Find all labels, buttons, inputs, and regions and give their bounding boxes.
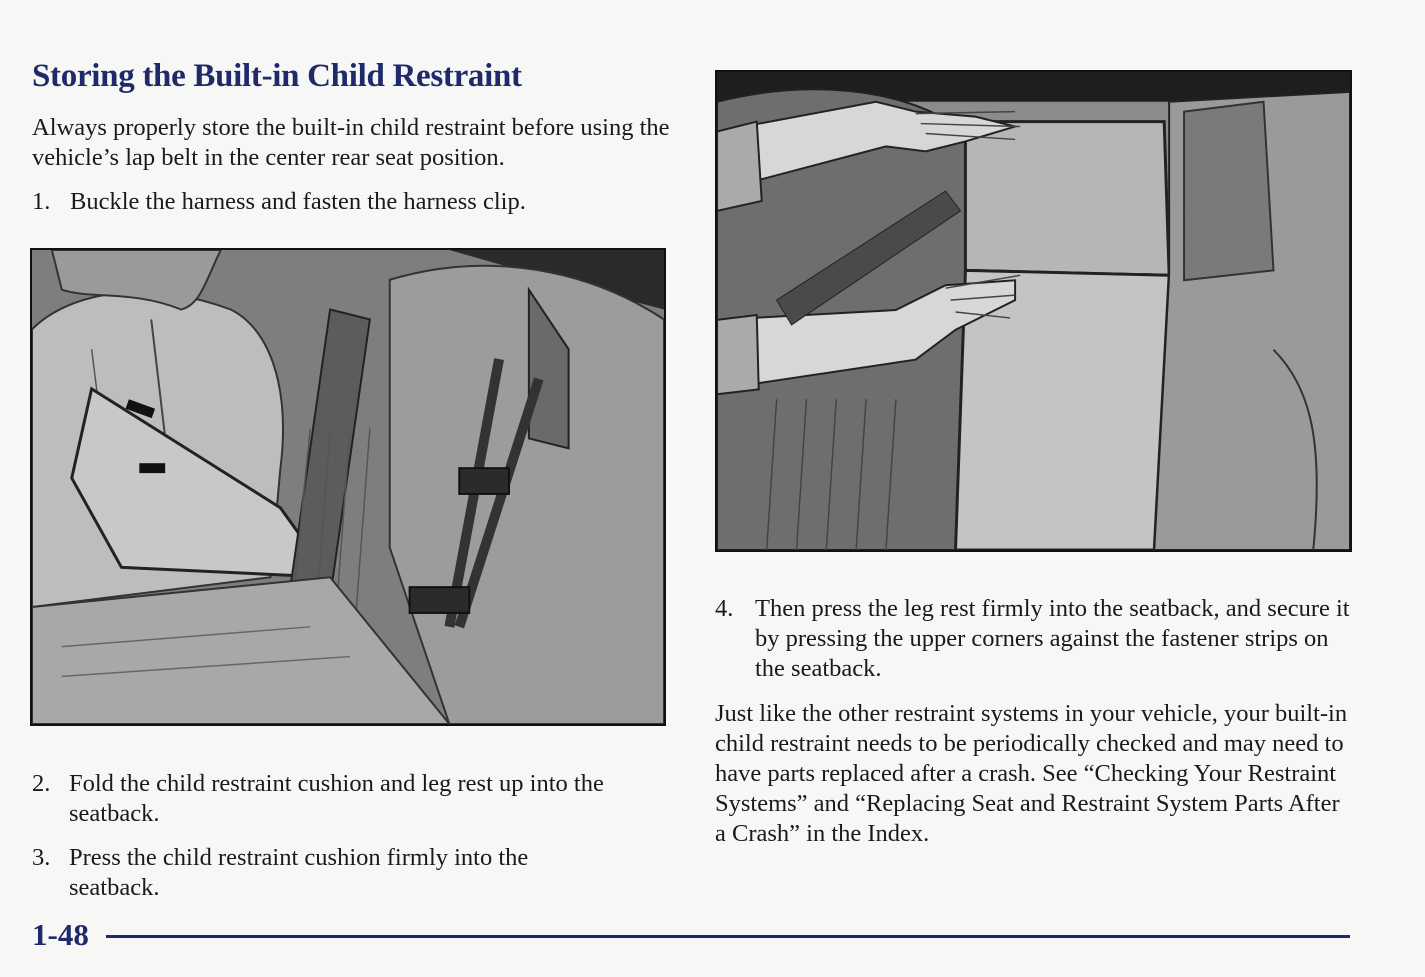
- step-3: [32, 843, 592, 903]
- page-title: Storing the Built-in Child Restraint: [32, 58, 522, 94]
- step-2: [32, 769, 632, 829]
- intro-paragraph: Always properly store the built-in child restraint before using the vehicle’s lap belt in the center rear seat position.: [32, 114, 670, 171]
- step-text: Fold the child restraint cushion and leg rest up into the seatback.: [69, 770, 604, 827]
- step-text: Buckle the harness and fasten the harness clip.: [70, 188, 526, 215]
- step-text: Press the child restraint cushion firmly into the seatback.: [69, 844, 529, 901]
- seatback-press-illustration: [717, 72, 1350, 550]
- step-number: 4.: [715, 595, 734, 622]
- step-number: 2.: [32, 770, 51, 797]
- step-number: 3.: [32, 844, 51, 871]
- illustration-buckle-harness: [30, 248, 666, 726]
- step-4: [715, 594, 1355, 684]
- illustration-press-leg-rest: [715, 70, 1352, 552]
- seat-harness-illustration: [32, 250, 664, 724]
- footer-rule: [106, 935, 1350, 938]
- page-number: 1-48: [32, 917, 89, 952]
- step-1: [32, 187, 672, 217]
- step-number: 1.: [32, 188, 51, 215]
- restraint-maintenance-note: Just like the other restraint systems in your vehicle, your built-in child restraint needs to be periodically checked and may need to have parts replaced after a crash. See “Checking Your Restraint Systems” and “Replacing Seat and Restraint System Parts After a Crash” in the Index.: [715, 700, 1348, 847]
- step-text: Then press the leg rest firmly into the seatback, and secure it by pressing the upper corners against the fastener strips on the seatback.: [755, 595, 1350, 682]
